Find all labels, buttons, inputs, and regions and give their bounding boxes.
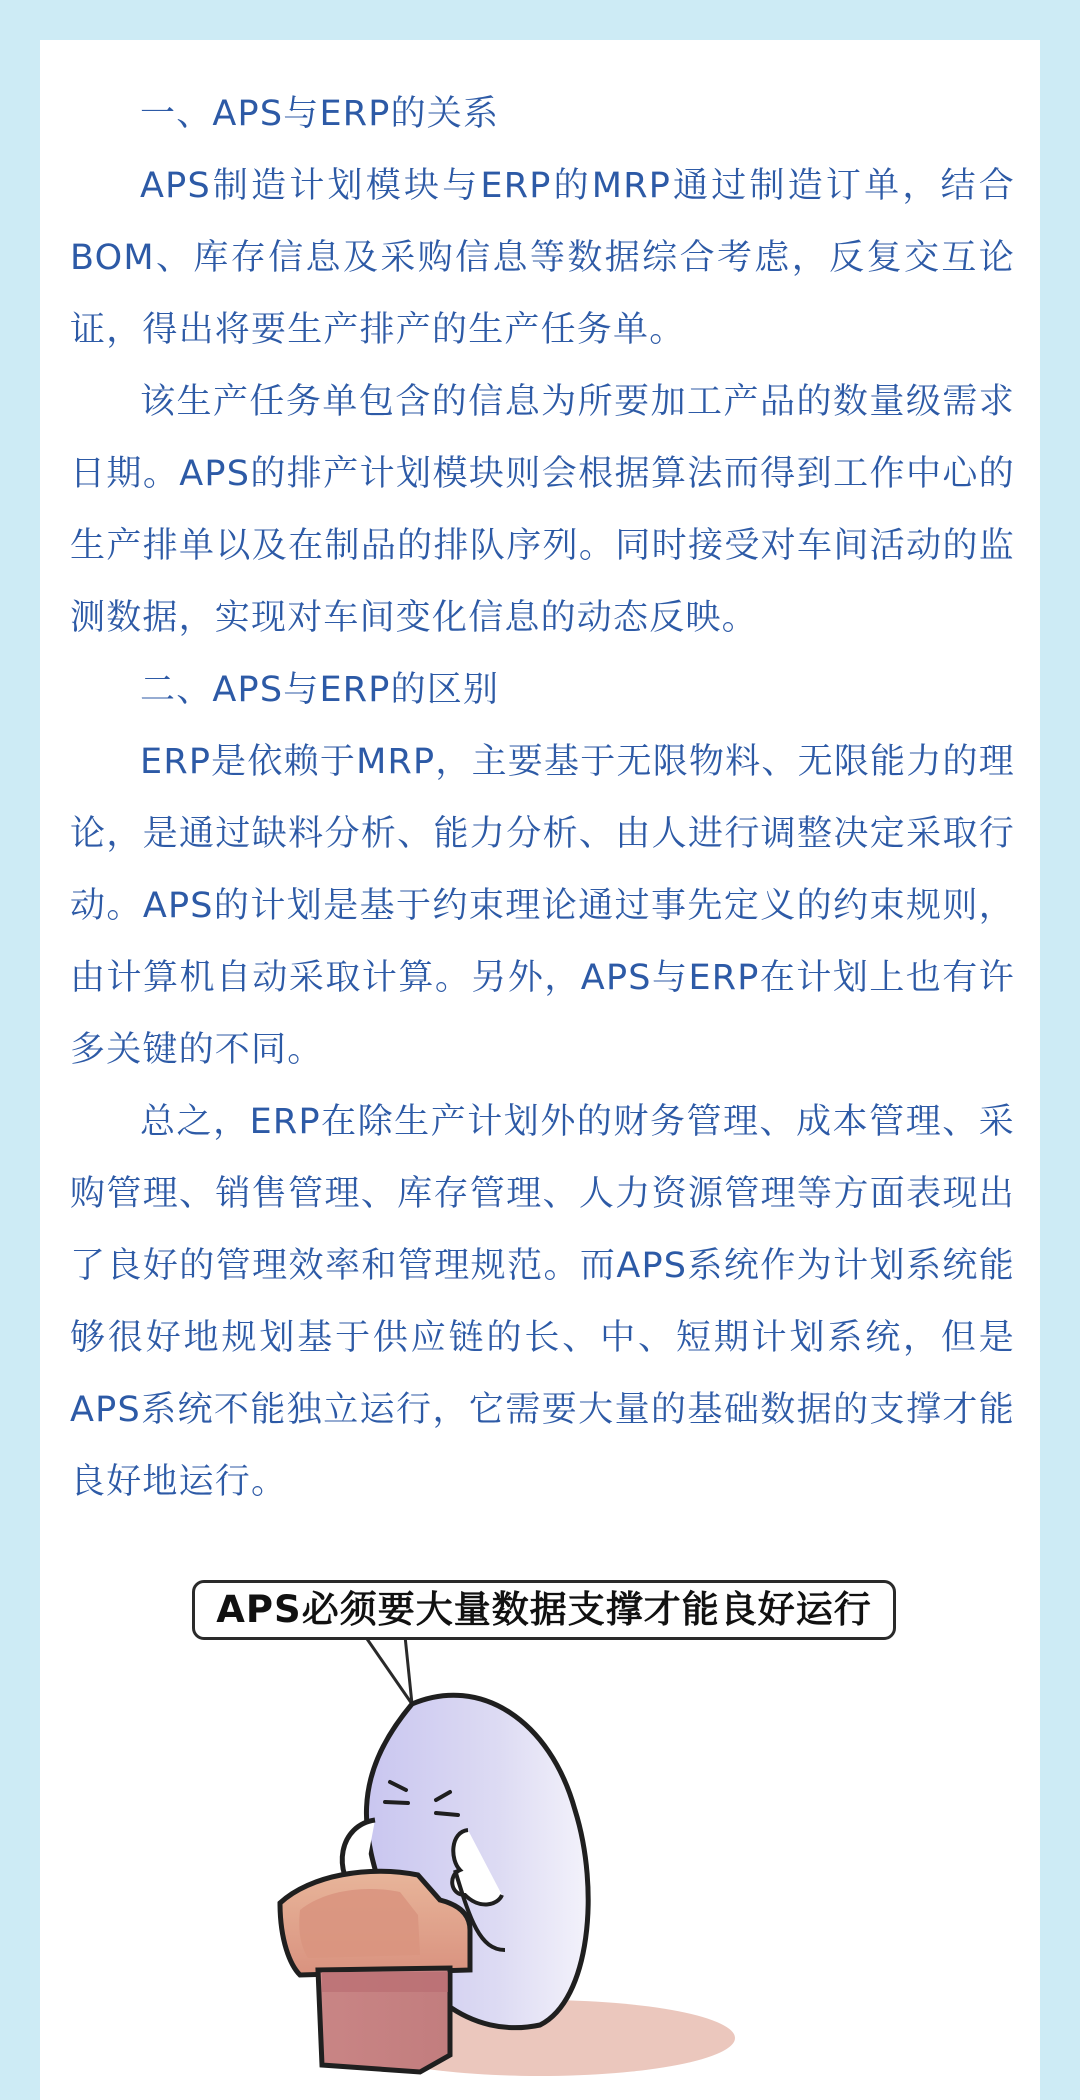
cartoon-character-icon	[150, 1570, 930, 2086]
paragraph: 该生产任务单包含的信息为所要加工产品的数量级需求日期。APS的排产计划模块则会根据算法而得到工作中心的生产排单以及在制品的排队序列。同时接受对车间活动的监测数据，实现对车间变化信息的动态反映。	[70, 382, 1015, 638]
paragraph: APS制造计划模块与ERP的MRP通过制造订单，结合BOM、库存信息及采购信息等数据综合考虑，反复交互论证，得出将要生产排产的生产任务单。	[70, 166, 1015, 350]
section-heading: 一、APS与ERP的关系	[140, 94, 500, 134]
article-body	[70, 78, 1015, 1518]
paragraph: 总之，ERP在除生产计划外的财务管理、成本管理、采购管理、销售管理、库存管理、人力资源管理等方面表现出了良好的管理效率和管理规范。而APS系统作为计划系统能够很好地规划基于供应链的长、中、短期计划系统，但是APS系统不能独立运行，它需要大量的基础数据的支撑才能良好地运行。	[70, 1102, 1015, 1502]
paragraph: ERP是依赖于MRP，主要基于无限物料、无限能力的理论，是通过缺料分析、能力分析、由人进行调整决定采取行动。APS的计划是基于约束理论通过事先定义的约束规则，由计算机自动采取计算。另外，APS与ERP在计划上也有许多关键的不同。	[70, 742, 1015, 1070]
cartoon-illustration	[150, 1570, 930, 2086]
section-heading: 二、APS与ERP的区别	[140, 670, 500, 710]
speech-bubble: APS必须要大量数据支撑才能良好运行	[192, 1580, 896, 1640]
